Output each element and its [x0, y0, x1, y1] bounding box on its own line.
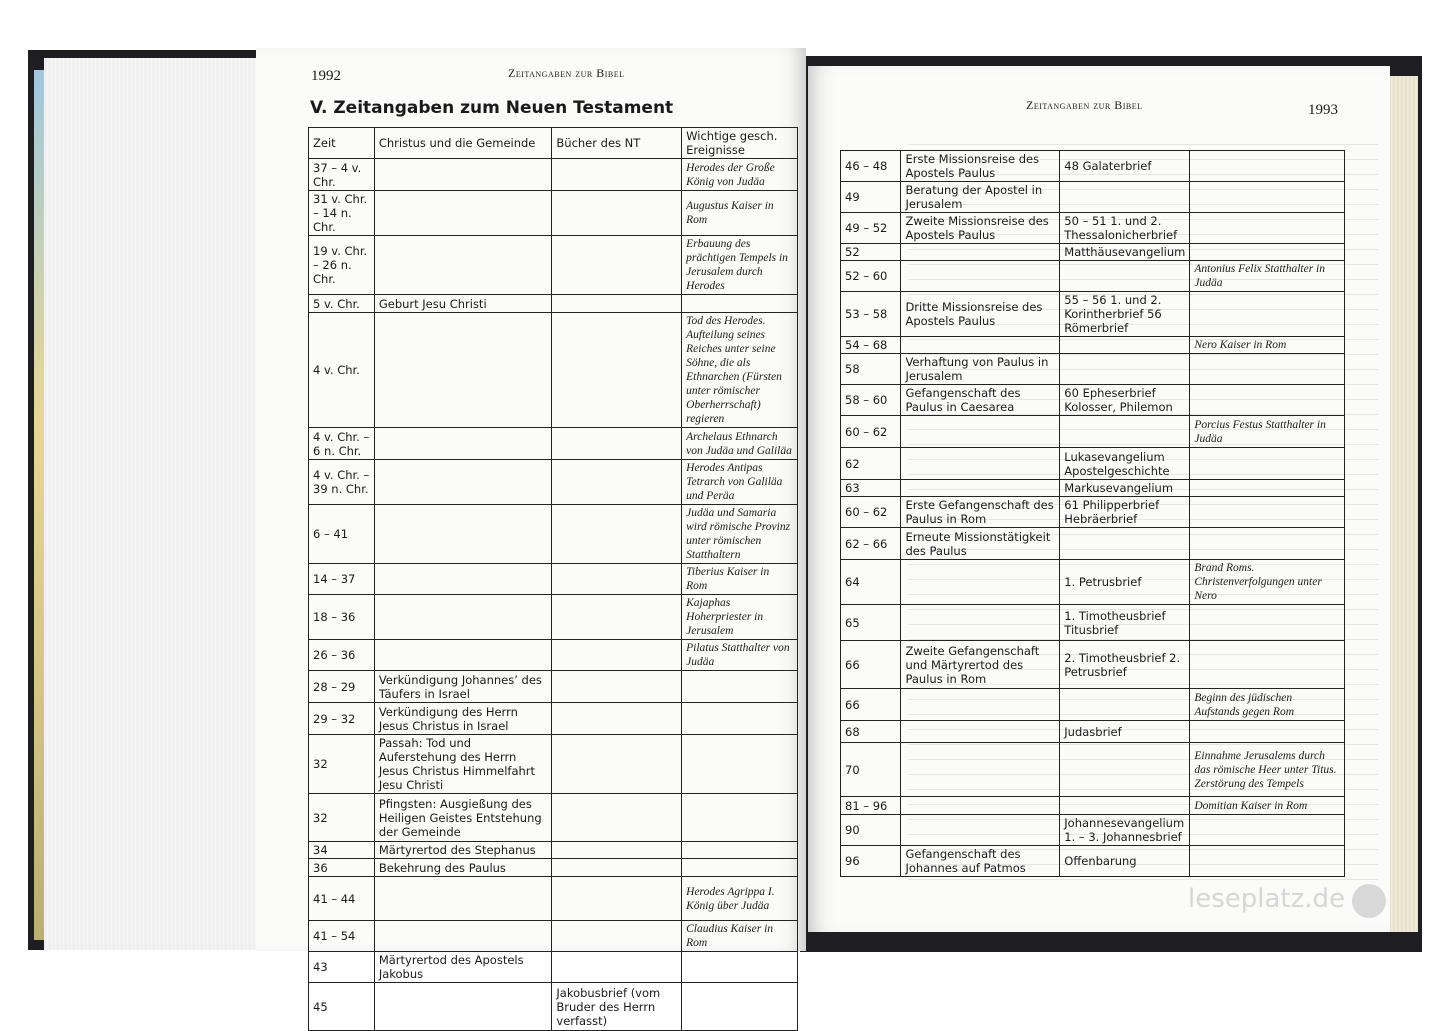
table-row	[841, 846, 1345, 877]
table-cell: Gefangenschaft des Paulus in Caesarea	[901, 385, 1060, 416]
table-cell	[552, 877, 682, 921]
table-cell: 18 – 36	[309, 595, 375, 640]
table-row	[309, 877, 798, 921]
table-row	[309, 640, 798, 671]
table-cell	[1190, 815, 1345, 846]
table-row	[309, 505, 798, 564]
table-row	[841, 721, 1345, 743]
table-cell: Kajaphas Hoherpriester in Jerusalem	[682, 595, 798, 640]
table-cell	[682, 703, 798, 735]
table-row	[309, 794, 798, 842]
table-cell	[552, 428, 682, 460]
table-row	[841, 689, 1345, 721]
table-cell: 54 – 68	[841, 337, 901, 354]
table-cell: 70	[841, 743, 901, 797]
table-row	[309, 595, 798, 640]
table-cell: Lukasevangelium Apostelgeschichte	[1060, 448, 1190, 480]
table-cell	[1060, 416, 1190, 448]
table-cell	[552, 794, 682, 842]
table-cell	[552, 460, 682, 505]
table-cell: Pilatus Statthalter von Judäa	[682, 640, 798, 671]
table-cell	[1060, 354, 1190, 385]
table-cell	[374, 595, 552, 640]
table-cell	[552, 735, 682, 794]
table-cell: Bekehrung des Paulus	[374, 859, 552, 877]
table-cell	[901, 480, 1060, 497]
table-header-row	[309, 128, 798, 159]
table-cell: 61 Philipperbrief Hebräerbrief	[1060, 497, 1190, 528]
table-cell: 58 – 60	[841, 385, 901, 416]
table-cell	[1190, 213, 1345, 244]
table-cell	[901, 416, 1060, 448]
table-row	[309, 313, 798, 428]
table-cell	[682, 952, 798, 983]
table-cell	[552, 859, 682, 877]
table-cell	[552, 703, 682, 735]
table-cell	[552, 671, 682, 703]
table-cell	[374, 564, 552, 595]
table-cell: Erste Gefangenschaft des Paulus in Rom	[901, 497, 1060, 528]
table-cell	[552, 595, 682, 640]
table-row	[841, 743, 1345, 797]
table-row	[841, 416, 1345, 448]
table-cell	[552, 295, 682, 313]
table-row	[309, 295, 798, 313]
right-page-number: 1993	[1308, 102, 1338, 118]
table-cell	[901, 337, 1060, 354]
table-cell	[552, 313, 682, 428]
table-cell	[552, 564, 682, 595]
table-cell: 36	[309, 859, 375, 877]
table-cell: 32	[309, 735, 375, 794]
table-cell	[374, 460, 552, 505]
table-cell	[901, 721, 1060, 743]
table-cell: 96	[841, 846, 901, 877]
table-cell	[374, 159, 552, 191]
table-cell: Verhaftung von Paulus in Jerusalem	[901, 354, 1060, 385]
table-cell	[1060, 182, 1190, 213]
table-cell	[1060, 743, 1190, 797]
table-row	[841, 385, 1345, 416]
table-cell: Beratung der Apostel in Jerusalem	[901, 182, 1060, 213]
table-cell: 62	[841, 448, 901, 480]
table-cell: 41 – 44	[309, 877, 375, 921]
table-cell	[1190, 151, 1345, 182]
table-cell: 46 – 48	[841, 151, 901, 182]
table-cell: Passah: Tod und Auferstehung des Herrn Jesus Christus Himmelfahrt Jesu Christi	[374, 735, 552, 794]
table-cell	[1190, 721, 1345, 743]
table-cell: 53 – 58	[841, 292, 901, 337]
table-cell: Verkündigung des Herrn Jesus Christus in Israel	[374, 703, 552, 735]
table-cell: 49	[841, 182, 901, 213]
table-cell: 32	[309, 794, 375, 842]
table-cell: 60 – 62	[841, 416, 901, 448]
table-cell	[1190, 354, 1345, 385]
table-cell: 60 Epheserbrief Kolosser, Philemon	[1060, 385, 1190, 416]
table-cell: Nero Kaiser in Rom	[1190, 337, 1345, 354]
table-cell: 49 – 52	[841, 213, 901, 244]
table-cell: Matthäusevangelium	[1060, 244, 1190, 261]
table-cell: Jakobusbrief (vom Bruder des Herrn verfasst)	[552, 983, 682, 1031]
table-cell	[682, 983, 798, 1031]
table-cell: 81 – 96	[841, 797, 901, 815]
table-cell: Judasbrief	[1060, 721, 1190, 743]
table-cell	[552, 640, 682, 671]
table-row	[841, 182, 1345, 213]
table-cell: Offenbarung	[1060, 846, 1190, 877]
table-row	[841, 337, 1345, 354]
table-cell	[374, 921, 552, 952]
table-cell: 50 – 51 1. und 2. Thessalonicherbrief	[1060, 213, 1190, 244]
table-cell	[682, 842, 798, 859]
table-cell: Pfingsten: Ausgießung des Heiligen Geistes Entstehung der Gemeinde	[374, 794, 552, 842]
table-cell	[682, 735, 798, 794]
table-cell	[1060, 689, 1190, 721]
table-cell: Erneute Missionstätigkeit des Paulus	[901, 528, 1060, 560]
left-page-number: 1992	[311, 68, 341, 84]
table-cell	[901, 244, 1060, 261]
table-row	[309, 859, 798, 877]
table-cell	[901, 689, 1060, 721]
table-cell: 55 – 56 1. und 2. Korintherbrief 56 Römerbrief	[1060, 292, 1190, 337]
table-cell: Archelaus Ethnarch von Judäa und Galiläa	[682, 428, 798, 460]
table-row	[841, 605, 1345, 641]
header-zeit: Zeit	[309, 128, 375, 159]
right-running-head: Zeitangaben zur Bibel	[1026, 98, 1143, 112]
table-cell	[374, 877, 552, 921]
table-row	[841, 641, 1345, 689]
table-cell	[374, 313, 552, 428]
table-row	[841, 797, 1345, 815]
table-cell: 1. Timotheusbrief Titusbrief	[1060, 605, 1190, 641]
table-cell: 14 – 37	[309, 564, 375, 595]
table-cell: 34	[309, 842, 375, 859]
table-cell	[552, 505, 682, 564]
left-running-head: Zeitangaben zur Bibel	[508, 66, 625, 80]
table-cell	[1060, 528, 1190, 560]
table-row	[841, 448, 1345, 480]
table-cell: Antonius Felix Statthalter in Judäa	[1190, 261, 1345, 292]
table-cell	[901, 797, 1060, 815]
table-cell	[1190, 292, 1345, 337]
table-cell: 26 – 36	[309, 640, 375, 671]
table-cell: 68	[841, 721, 901, 743]
table-cell: Johannesevangelium 1. – 3. Johannesbrief	[1060, 815, 1190, 846]
table-cell: 52 – 60	[841, 261, 901, 292]
table-row	[309, 191, 798, 236]
table-cell: Zweite Missionsreise des Apostels Paulus	[901, 213, 1060, 244]
table-cell: 19 v. Chr. – 26 n. Chr.	[309, 236, 375, 295]
table-cell: Gefangenschaft des Johannes auf Patmos	[901, 846, 1060, 877]
table-cell: 1. Petrusbrief	[1060, 560, 1190, 605]
table-row	[309, 983, 798, 1031]
table-cell: 2. Timotheusbrief 2. Petrusbrief	[1060, 641, 1190, 689]
table-cell	[901, 448, 1060, 480]
right-timeline-table	[840, 150, 1345, 877]
table-cell	[374, 505, 552, 564]
table-cell: Brand Roms. Christenverfolgungen unter Nero	[1190, 560, 1345, 605]
page-stack-left	[44, 58, 274, 950]
table-row	[309, 428, 798, 460]
table-cell: 48 Galaterbrief	[1060, 151, 1190, 182]
table-cell: Einnahme Jerusalems durch das römische Heer unter Titus. Zerstörung des Tempels	[1190, 743, 1345, 797]
table-cell: Markusevangelium	[1060, 480, 1190, 497]
table-cell: 62 – 66	[841, 528, 901, 560]
table-cell	[901, 261, 1060, 292]
table-cell: Tiberius Kaiser in Rom	[682, 564, 798, 595]
table-cell: Herodes der Große König von Judäa	[682, 159, 798, 191]
table-cell	[1060, 797, 1190, 815]
table-cell	[901, 560, 1060, 605]
table-cell	[374, 236, 552, 295]
table-cell	[1190, 605, 1345, 641]
table-cell: 63	[841, 480, 901, 497]
header-christus: Christus und die Gemeinde	[374, 128, 552, 159]
table-row	[841, 480, 1345, 497]
table-cell: 5 v. Chr.	[309, 295, 375, 313]
table-cell	[374, 191, 552, 236]
table-row	[841, 213, 1345, 244]
table-cell	[901, 743, 1060, 797]
table-cell	[552, 191, 682, 236]
table-row	[309, 952, 798, 983]
table-cell: 6 – 41	[309, 505, 375, 564]
table-cell: Tod des Herodes. Aufteilung seines Reiches unter seine Söhne, die als Ethnarchen (Fürsten unter römischer Oberherrschaft) regieren	[682, 313, 798, 428]
table-cell	[1190, 641, 1345, 689]
table-cell: 90	[841, 815, 901, 846]
left-timeline-table	[308, 127, 798, 1031]
table-cell: 41 – 54	[309, 921, 375, 952]
table-cell: 37 – 4 v. Chr.	[309, 159, 375, 191]
watermark: leseplatz.de	[1188, 884, 1346, 914]
table-row	[309, 842, 798, 859]
table-cell	[374, 983, 552, 1031]
table-row	[841, 244, 1345, 261]
table-row	[841, 497, 1345, 528]
table-cell: 4 v. Chr. – 6 n. Chr.	[309, 428, 375, 460]
table-cell	[374, 428, 552, 460]
table-cell: Märtyrertod des Apostels Jakobus	[374, 952, 552, 983]
page-stack-right	[1388, 76, 1418, 932]
table-cell: Erbauung des prächtigen Tempels in Jerusalem durch Herodes	[682, 236, 798, 295]
table-row	[309, 921, 798, 952]
table-row	[309, 703, 798, 735]
table-cell	[552, 236, 682, 295]
table-cell	[1060, 337, 1190, 354]
table-cell: 31 v. Chr. – 14 n. Chr.	[309, 191, 375, 236]
table-cell: Geburt Jesu Christi	[374, 295, 552, 313]
table-row	[309, 460, 798, 505]
table-cell: 4 v. Chr.	[309, 313, 375, 428]
table-row	[841, 261, 1345, 292]
table-cell: 28 – 29	[309, 671, 375, 703]
table-cell: Augustus Kaiser in Rom	[682, 191, 798, 236]
table-cell: 29 – 32	[309, 703, 375, 735]
table-row	[309, 735, 798, 794]
table-row	[841, 560, 1345, 605]
table-row	[841, 815, 1345, 846]
table-cell: Herodes Antipas Tetrarch von Galiläa und Peräa	[682, 460, 798, 505]
table-cell	[1190, 528, 1345, 560]
table-cell	[552, 842, 682, 859]
table-row	[841, 151, 1345, 182]
table-cell: 66	[841, 689, 901, 721]
table-cell: Verkündigung Johannes’ des Täufers in Israel	[374, 671, 552, 703]
table-cell: 65	[841, 605, 901, 641]
table-cell	[901, 815, 1060, 846]
table-cell: Dritte Missionsreise des Apostels Paulus	[901, 292, 1060, 337]
table-cell	[552, 921, 682, 952]
table-cell: 64	[841, 560, 901, 605]
table-row	[309, 564, 798, 595]
table-cell	[1060, 261, 1190, 292]
table-cell: 58	[841, 354, 901, 385]
table-cell	[1190, 846, 1345, 877]
table-cell	[1190, 244, 1345, 261]
table-cell: Herodes Agrippa I. König über Judäa	[682, 877, 798, 921]
table-row	[309, 671, 798, 703]
table-cell: Porcius Festus Statthalter in Judäa	[1190, 416, 1345, 448]
table-cell	[552, 952, 682, 983]
table-row	[309, 159, 798, 191]
table-cell: Judäa und Samaria wird römische Provinz unter römischen Statthaltern	[682, 505, 798, 564]
book-icon	[1352, 884, 1386, 918]
table-cell: Claudius Kaiser in Rom	[682, 921, 798, 952]
table-cell	[1190, 480, 1345, 497]
header-ereignisse: Wichtige gesch. Ereignisse	[682, 128, 798, 159]
table-cell: 52	[841, 244, 901, 261]
table-cell	[374, 640, 552, 671]
table-cell: 66	[841, 641, 901, 689]
table-cell	[682, 295, 798, 313]
section-title: V. Zeitangaben zum Neuen Testament	[310, 98, 674, 118]
header-buecher: Bücher des NT	[552, 128, 682, 159]
table-cell: Domitian Kaiser in Rom	[1190, 797, 1345, 815]
table-cell: Erste Missionsreise des Apostels Paulus	[901, 151, 1060, 182]
table-cell	[1190, 448, 1345, 480]
table-cell: 43	[309, 952, 375, 983]
table-cell: Beginn des jüdischen Aufstands gegen Rom	[1190, 689, 1345, 721]
table-cell: Märtyrertod des Stephanus	[374, 842, 552, 859]
table-row	[841, 292, 1345, 337]
table-cell	[901, 605, 1060, 641]
table-cell	[682, 671, 798, 703]
table-cell	[1190, 182, 1345, 213]
table-cell: 60 – 62	[841, 497, 901, 528]
table-cell	[1190, 385, 1345, 416]
table-cell	[682, 794, 798, 842]
table-cell	[552, 159, 682, 191]
table-cell: Zweite Gefangenschaft und Märtyrertod des Paulus in Rom	[901, 641, 1060, 689]
table-cell: 45	[309, 983, 375, 1031]
table-row	[309, 236, 798, 295]
table-row	[841, 528, 1345, 560]
table-cell: 4 v. Chr. – 39 n. Chr.	[309, 460, 375, 505]
table-cell	[1190, 497, 1345, 528]
table-cell	[682, 859, 798, 877]
table-row	[841, 354, 1345, 385]
